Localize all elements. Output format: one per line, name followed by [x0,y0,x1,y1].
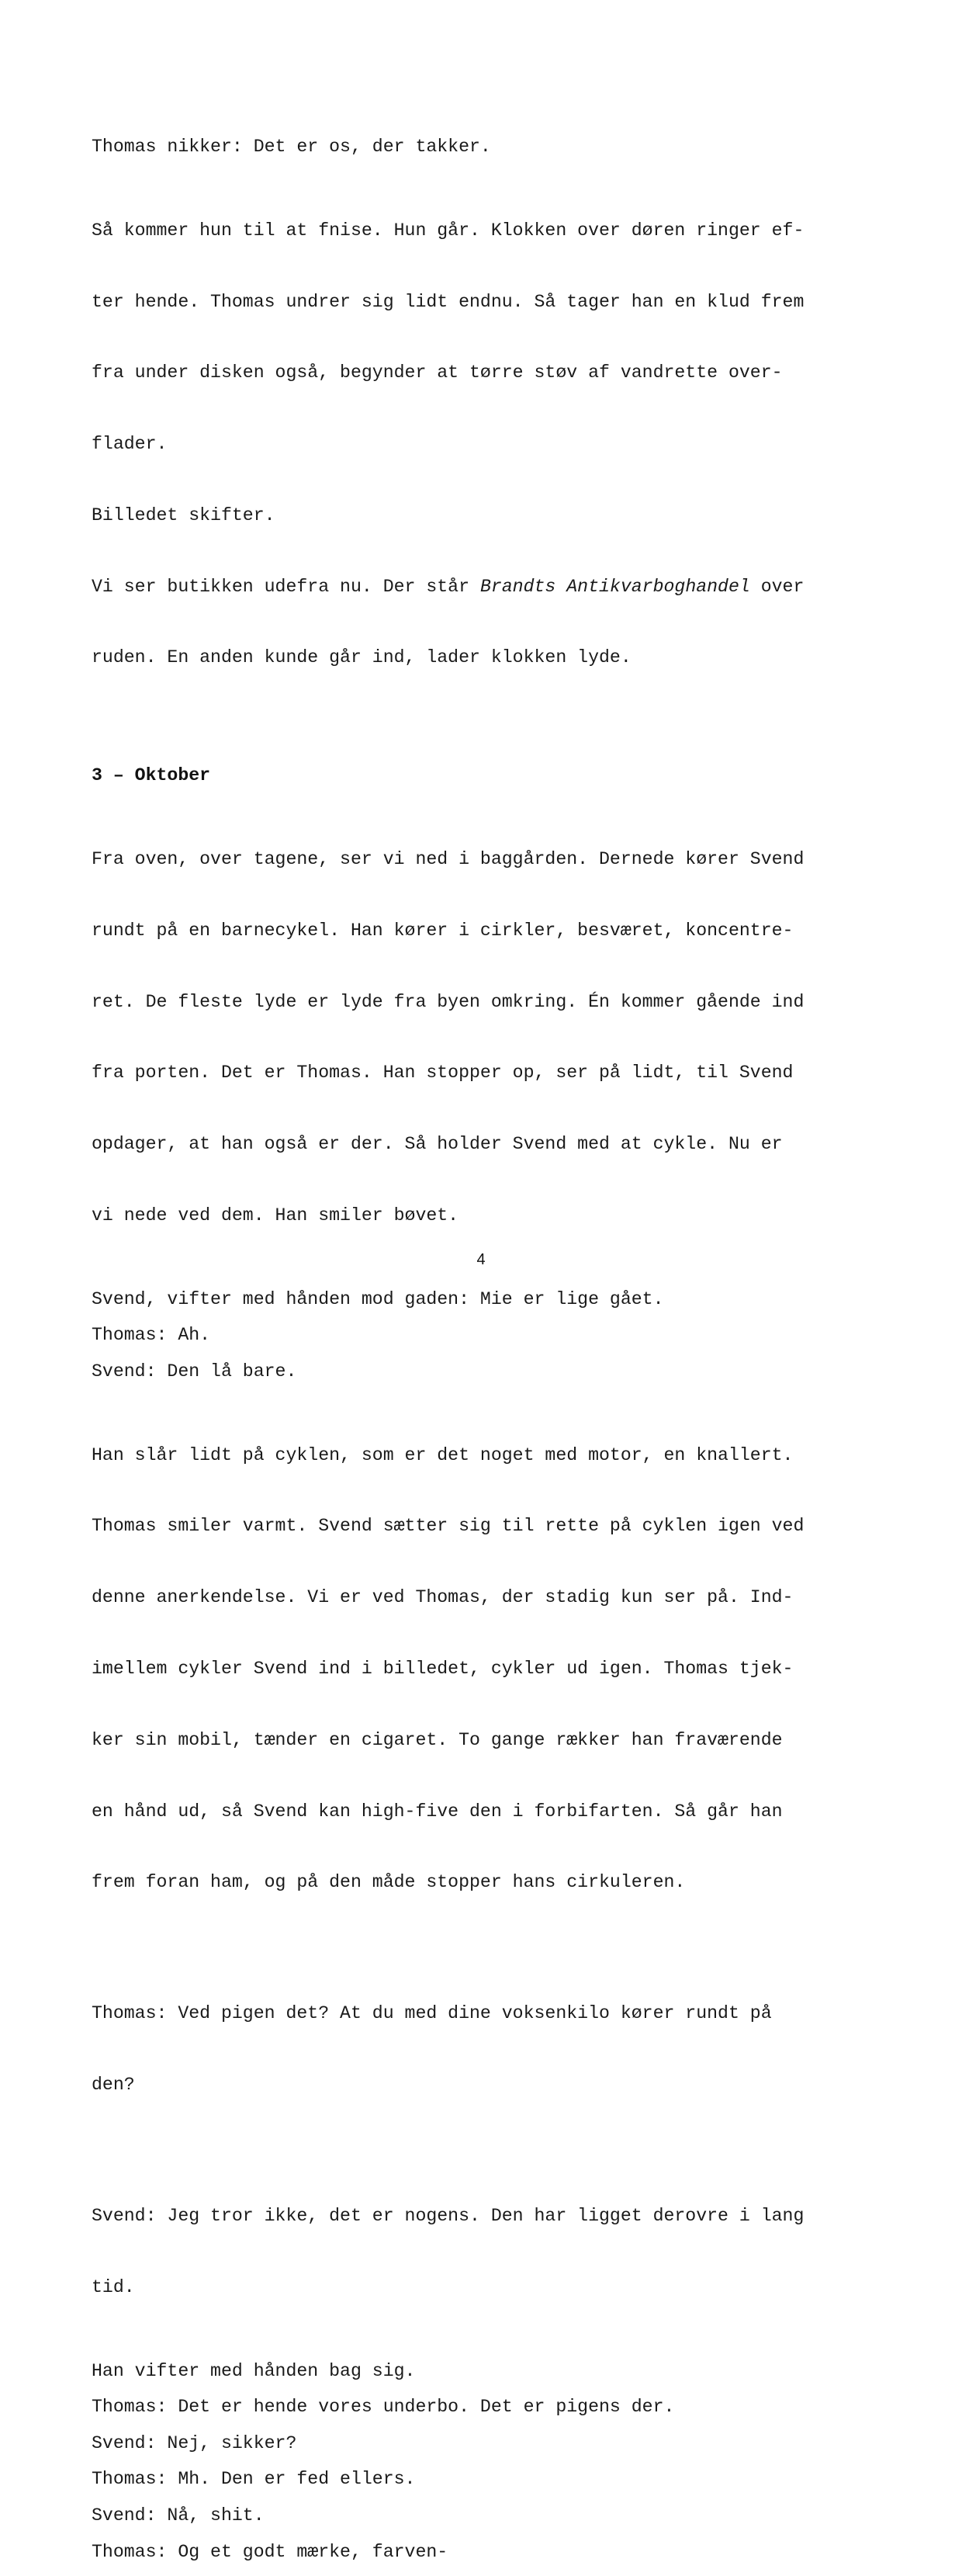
text-line: flader. [92,434,168,455]
scene-heading: 3 – Oktober [92,765,211,786]
text-line: Han slår lidt på cyklen, som er det noget med motor, en knallert. [92,1444,794,1465]
paragraph-dialogue [92,2157,867,2347]
paragraph-dialogue: Thomas: Mh. Den er fed ellers. [92,2469,416,2490]
text-line: Så kommer hun til at fnise. Hun går. Klokken over døren ringer ef- [92,220,805,241]
paragraph-dialogue: Thomas: Og et godt mærke, farven- [92,2541,448,2562]
page-number: 4 [476,1251,486,1268]
text-line [92,575,867,599]
text-line: fra under disken også, begynder at tørre støv af vandrette over- [92,362,783,383]
text-line: frem foran ham, og på den måde stopper hans cirkuleren. [92,1872,686,1893]
paragraph-action [92,1396,867,1943]
text-line: Thomas: Ved pigen det? At du med dine voksenkilo kører rundt på [92,2003,772,2024]
text-line: tid. [92,2276,135,2297]
text-line: imellem cykler Svend ind i billedet, cykler ud igen. Thomas tjek- [92,1659,794,1680]
paragraph-dialogue [92,1954,867,2144]
text-line: Thomas smiler varmt. Svend sætter sig til rette på cyklen igen ved [92,1516,805,1537]
text-line: vi nede ved dem. Han smiler bøvet. [92,1205,459,1226]
shop-name-italic: Brandts Antikvarboghandel [479,576,750,597]
paragraph-dialogue: Thomas: Det er hende vores underbo. Det er pigens der. [92,2397,675,2418]
text-line: fra porten. Det er Thomas. Han stopper op, ser på lidt, til Svend [92,1063,794,1083]
paragraph-action [92,528,867,718]
paragraph-action: Billedet skifter. [92,504,275,525]
paragraph-dialogue: Svend: Nå, shit. [92,2505,265,2526]
text-run: over [749,576,805,597]
paragraph-dialogue: Svend, vifter med hånden mod gaden: Mie er lige gået. [92,1288,664,1309]
document-body [92,135,867,2576]
text-line: ruden. En anden kunde går ind, lader klokken lyde. [92,647,632,668]
text-line: Svend: Jeg tror ikke, det er nogens. Den har ligget derovre i lang [92,2206,805,2227]
text-line: Fra oven, over tagene, ser vi ned i baggården. Dernede kører Svend [92,849,805,870]
paragraph-dialogue: Thomas: Ah. [92,1325,211,1346]
text-run: Vi ser butikken udefra nu. Der står [92,576,480,597]
text-line: ter hende. Thomas undrer sig lidt endnu. Så tager han en klud frem [92,291,805,312]
text-line: rundt på en barnecykel. Han kører i cirkler, besværet, koncentre- [92,920,794,941]
paragraph-dialogue: Svend: Nej, sikker? [92,2432,297,2453]
text-line: denne anerkendelse. Vi er ved Thomas, der stadig kun ser på. Ind- [92,1587,794,1608]
paragraph-dialogue: Thomas nikker: Det er os, der takker. [92,137,491,157]
paragraph-action: Han vifter med hånden bag sig. [92,2360,416,2381]
text-line: ret. De fleste lyde er lyde fra byen omkring. Én kommer gående ind [92,991,805,1012]
text-line: en hånd ud, så Svend kan high-five den i forbifarten. Så går han [92,1801,783,1822]
paragraph-dialogue: Svend: Den lå bare. [92,1361,297,1382]
paragraph-action [92,800,867,1275]
text-line: opdager, at han også er der. Så holder Svend med at cykle. Nu er [92,1134,783,1155]
paragraph-action [92,172,867,504]
text-line: den? [92,2075,135,2096]
text-line: ker sin mobil, tænder en cigaret. To gange rækker han fraværende [92,1729,783,1750]
